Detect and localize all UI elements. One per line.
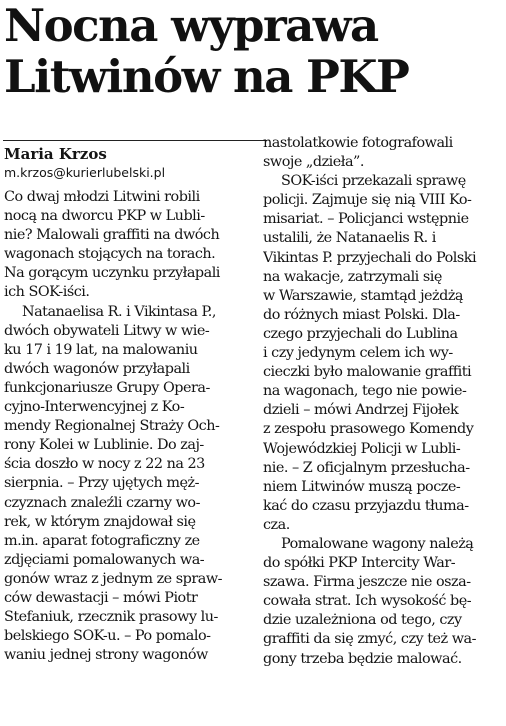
text-line: dwóch wagonów przyłapali [4, 360, 190, 377]
text-line: cowała strat. Ich wysokość bę- [263, 593, 472, 610]
author-email[interactable]: m.krzos@kurierlubelski.pl [4, 165, 166, 180]
text-line: Na gorącym uczynku przyłapali [4, 265, 220, 282]
text-line: w Warszawie, stamtąd jeżdżą [263, 287, 463, 304]
text-line: graffiti da się zmyć, czy też wa- [263, 631, 476, 648]
text-line: i czy jedynym celem ich wy- [263, 345, 453, 362]
text-line: ców dewastacji – mówi Piotr [4, 589, 198, 606]
text-line: do spółki PKP Intercity War- [263, 555, 456, 572]
text-line: czego przyjechali do Lublina [263, 325, 458, 342]
text-line: misariat. – Policjanci wstępnie [263, 211, 469, 228]
text-line: z zespołu prasowego Komendy [263, 421, 474, 438]
text-line: m.in. aparat fotograficzny ze [4, 532, 200, 549]
text-line: gony trzeba będzie malować. [263, 650, 462, 667]
text-line: nastolatkowie fotografowali [263, 135, 453, 151]
text-line: cieczki było malowanie graffiti [263, 364, 472, 381]
text-line: dwóch obywateli Litwy w wie- [4, 322, 210, 339]
text-line: mendy Regionalnej Straży Och- [4, 418, 220, 435]
text-line: rony Kolei w Lublinie. Do zaj- [4, 437, 204, 454]
text-line: ku 17 i 19 lat, na malowaniu [4, 341, 198, 358]
text-line: na wagonach, tego nie powie- [263, 383, 467, 400]
headline-line-2: Litwinów na PKP [4, 50, 409, 103]
article-column-left [4, 188, 272, 665]
text-line: ich SOK-iści. [4, 284, 90, 301]
text-line: szawa. Firma jeszcze nie osza- [263, 574, 471, 591]
text-line: Natanaelisa R. i Vikintasa P., [22, 303, 216, 320]
text-line: rek, w którym znajdował się [4, 513, 196, 530]
text-line: do różnych miast Polski. Dla- [263, 306, 460, 323]
text-line: funkcjonariusze Grupy Opera- [4, 379, 210, 396]
text-line: wagonach stojących na torach. [4, 246, 216, 263]
text-line: policji. Zajmuje się nią VIII Ko- [263, 192, 472, 209]
text-line: na wakacje, zatrzymali się [263, 268, 442, 285]
text-line: czyznach znaleźli czarny wo- [4, 494, 200, 511]
text-line: dzie uzależniona od tego, czy [263, 612, 462, 629]
text-line: Pomalowane wagony należą [281, 535, 474, 552]
text-line: Stefaniuk, rzecznik prasowy lu- [4, 609, 218, 626]
headline-line-1: Nocna wyprawa [4, 0, 378, 52]
text-line: Wojewódzkiej Policji w Lubli- [263, 440, 461, 457]
text-line: waniu jednej strony wagonów [4, 647, 208, 664]
text-line: dzieli – mówi Andrzej Fijołek [263, 402, 459, 419]
author-name: Maria Krzos [4, 145, 107, 163]
text-line: swoje „dzieła”. [263, 154, 364, 171]
text-line: SOK-iści przekazali sprawę [281, 173, 466, 190]
byline-divider [3, 140, 267, 141]
text-line: nie. – Z oficjalnym przesłucha- [263, 459, 470, 476]
headline [4, 0, 504, 102]
text-line: kać do czasu przyjazdu tłuma- [263, 497, 469, 514]
text-line: zdjęciami pomalowanych wa- [4, 551, 205, 568]
text-line: nie? Malowali graffiti na dwóch [4, 227, 220, 244]
text-line: ustalili, że Natanaelis R. i [263, 230, 436, 247]
article-column-right [263, 134, 503, 669]
text-line: ścia doszło w nocy z 22 na 23 [4, 456, 205, 473]
text-line: belskiego SOK-u. – Po pomalo- [4, 628, 211, 645]
text-line: cza. [263, 516, 290, 533]
text-line: sierpnia. – Przy ujętych męż- [4, 475, 199, 492]
text-line: Co dwaj młodzi Litwini robili [4, 189, 200, 205]
text-line: Vikintas P. przyjechali do Polski [263, 249, 477, 266]
text-line: niem Litwinów muszą pocze- [263, 478, 461, 495]
text-line: gonów wraz z jednym ze spraw- [4, 570, 223, 587]
text-line: cyjno-Interwencyjnej z Ko- [4, 399, 185, 416]
text-line: nocą na dworcu PKP w Lubli- [4, 208, 205, 225]
